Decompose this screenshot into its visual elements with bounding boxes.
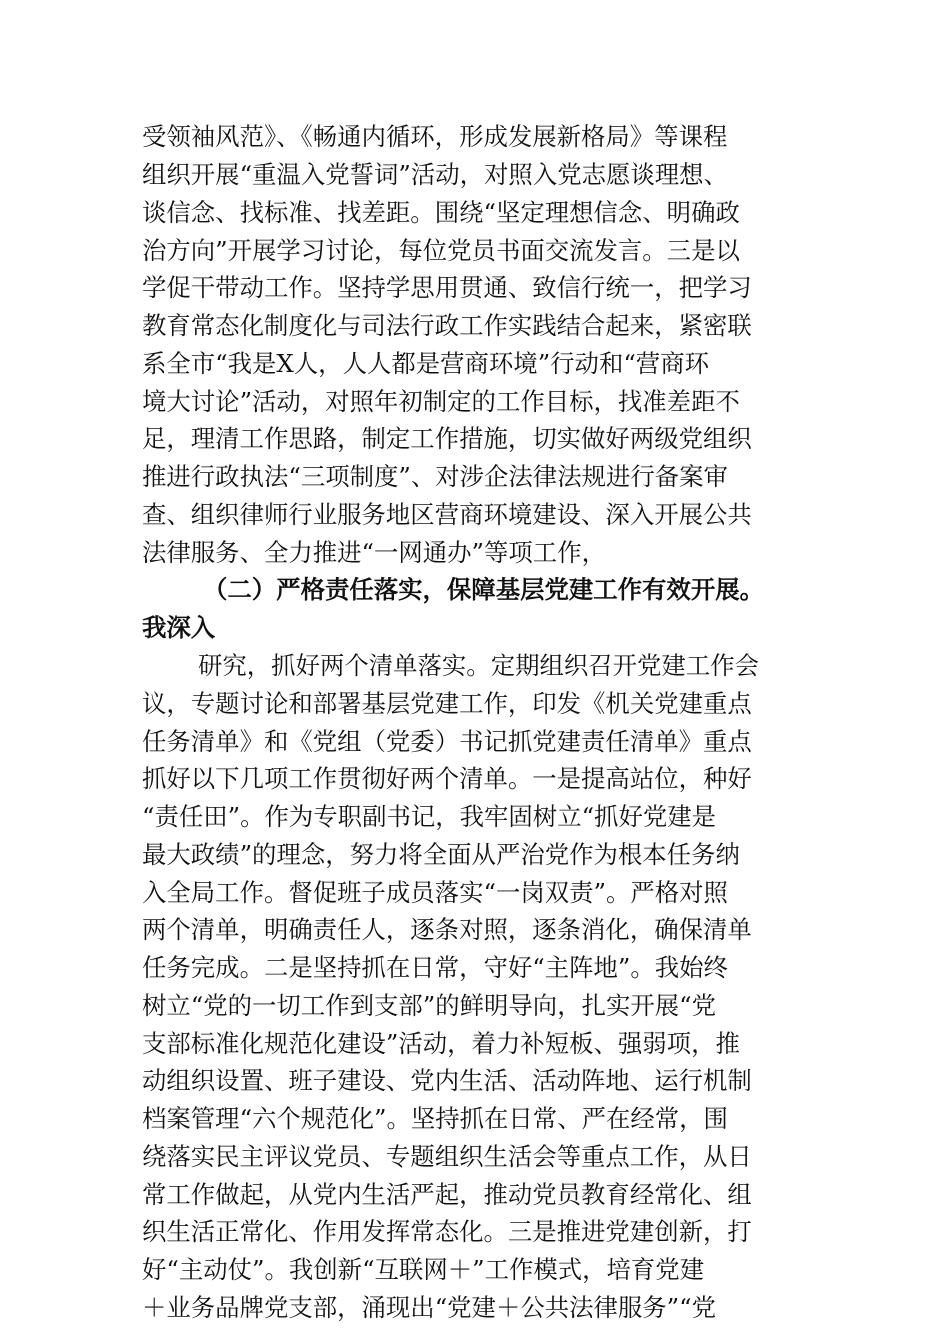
body-text-line: 查、组织律师行业服务地区营商环境建设、深入开展公共 xyxy=(142,500,752,529)
body-text-line: 研究，抓好两个清单落实。定期组织召开党建工作会 xyxy=(198,651,759,680)
body-text-line: 任务完成。二是坚持抓在日常，守好“主阵地”。我始终 xyxy=(142,953,728,982)
body-text-line: 档案管理“六个规范化”。坚持抓在日常、严在经常，围 xyxy=(142,1104,728,1133)
body-text-line: 治方向”开展学习讨论，每位党员书面交流发言。三是以 xyxy=(142,236,740,265)
body-text-line: 动组织设置、班子建设、党内生活、活动阵地、运行机制 xyxy=(142,1066,752,1095)
body-text-line: 教育常态化制度化与司法行政工作实践结合起来，紧密联 xyxy=(142,311,752,340)
section-heading: （二）严格责任落实，保障基层党建工作有效开展。 xyxy=(203,575,764,604)
body-text-line: 受领袖风范》、《畅通内循环，形成发展新格局》等课程 xyxy=(142,122,728,151)
body-text-line: 两个清单，明确责任人，逐条对照，逐条消化，确保清单 xyxy=(142,915,752,944)
body-text-line: 法律服务、全力推进“一网通办”等项工作， xyxy=(142,538,606,567)
body-text-line: “责任田”。作为专职副书记，我牢固树立“抓好党建是 xyxy=(142,802,717,831)
body-text-line: 谈信念、找标准、找差距。围绕“坚定理想信念、明确政 xyxy=(142,198,740,227)
body-text-line: 推进行政执法“三项制度”、对涉企法律法规进行备案审 xyxy=(142,462,728,491)
body-text-line: 常工作做起，从党内生活严起，推动党员教育经常化、组 xyxy=(142,1180,752,1209)
body-text-line: 织生活正常化、作用发挥常态化。三是推进党建创新，打 xyxy=(142,1217,752,1246)
body-text-line: 议，专题讨论和部署基层党建工作，印发《机关党建重点 xyxy=(142,689,752,718)
section-heading-continuation: 我深入 xyxy=(142,613,216,642)
body-text-line: 学促干带动工作。坚持学思用贯通、致信行统一，把学习 xyxy=(142,273,752,302)
body-text-line: 任务清单》和《党组（党委）书记抓党建责任清单》重点 xyxy=(142,727,752,756)
body-text-line: 支部标准化规范化建设”活动，着力补短板、强弱项，推 xyxy=(142,1029,740,1058)
body-text-line: 好“主动仗”。我创新“互联网＋”工作模式，培育党建 xyxy=(142,1255,705,1284)
body-text-line: ＋业务品牌党支部，涌现出“党建＋公共法律服务”“党 xyxy=(142,1293,717,1322)
body-text-line: 足，理清工作思路，制定工作措施，切实做好两级党组织 xyxy=(142,424,752,453)
body-text-line: 抓好以下几项工作贯彻好两个清单。一是提高站位，种好 xyxy=(142,764,752,793)
body-text-line: 最大政绩”的理念，努力将全面从严治党作为根本任务纳 xyxy=(142,840,740,869)
body-text-line: 入全局工作。督促班子成员落实“一岗双责”。严格对照 xyxy=(142,878,728,907)
body-text-line: 树立“党的一切工作到支部”的鲜明导向，扎实开展“党 xyxy=(142,991,717,1020)
body-text-line: 境大讨论”活动，对照年初制定的工作目标，找准差距不 xyxy=(142,387,740,416)
body-text-line: 组织开展“重温入党誓词”活动，对照入党志愿谈理想、 xyxy=(142,160,728,189)
body-text-line: 系全市“我是X人，人人都是营商环境”行动和“营商环 xyxy=(142,349,709,378)
body-text-line: 绕落实民主评议党员、专题组织生活会等重点工作，从日 xyxy=(142,1142,752,1171)
